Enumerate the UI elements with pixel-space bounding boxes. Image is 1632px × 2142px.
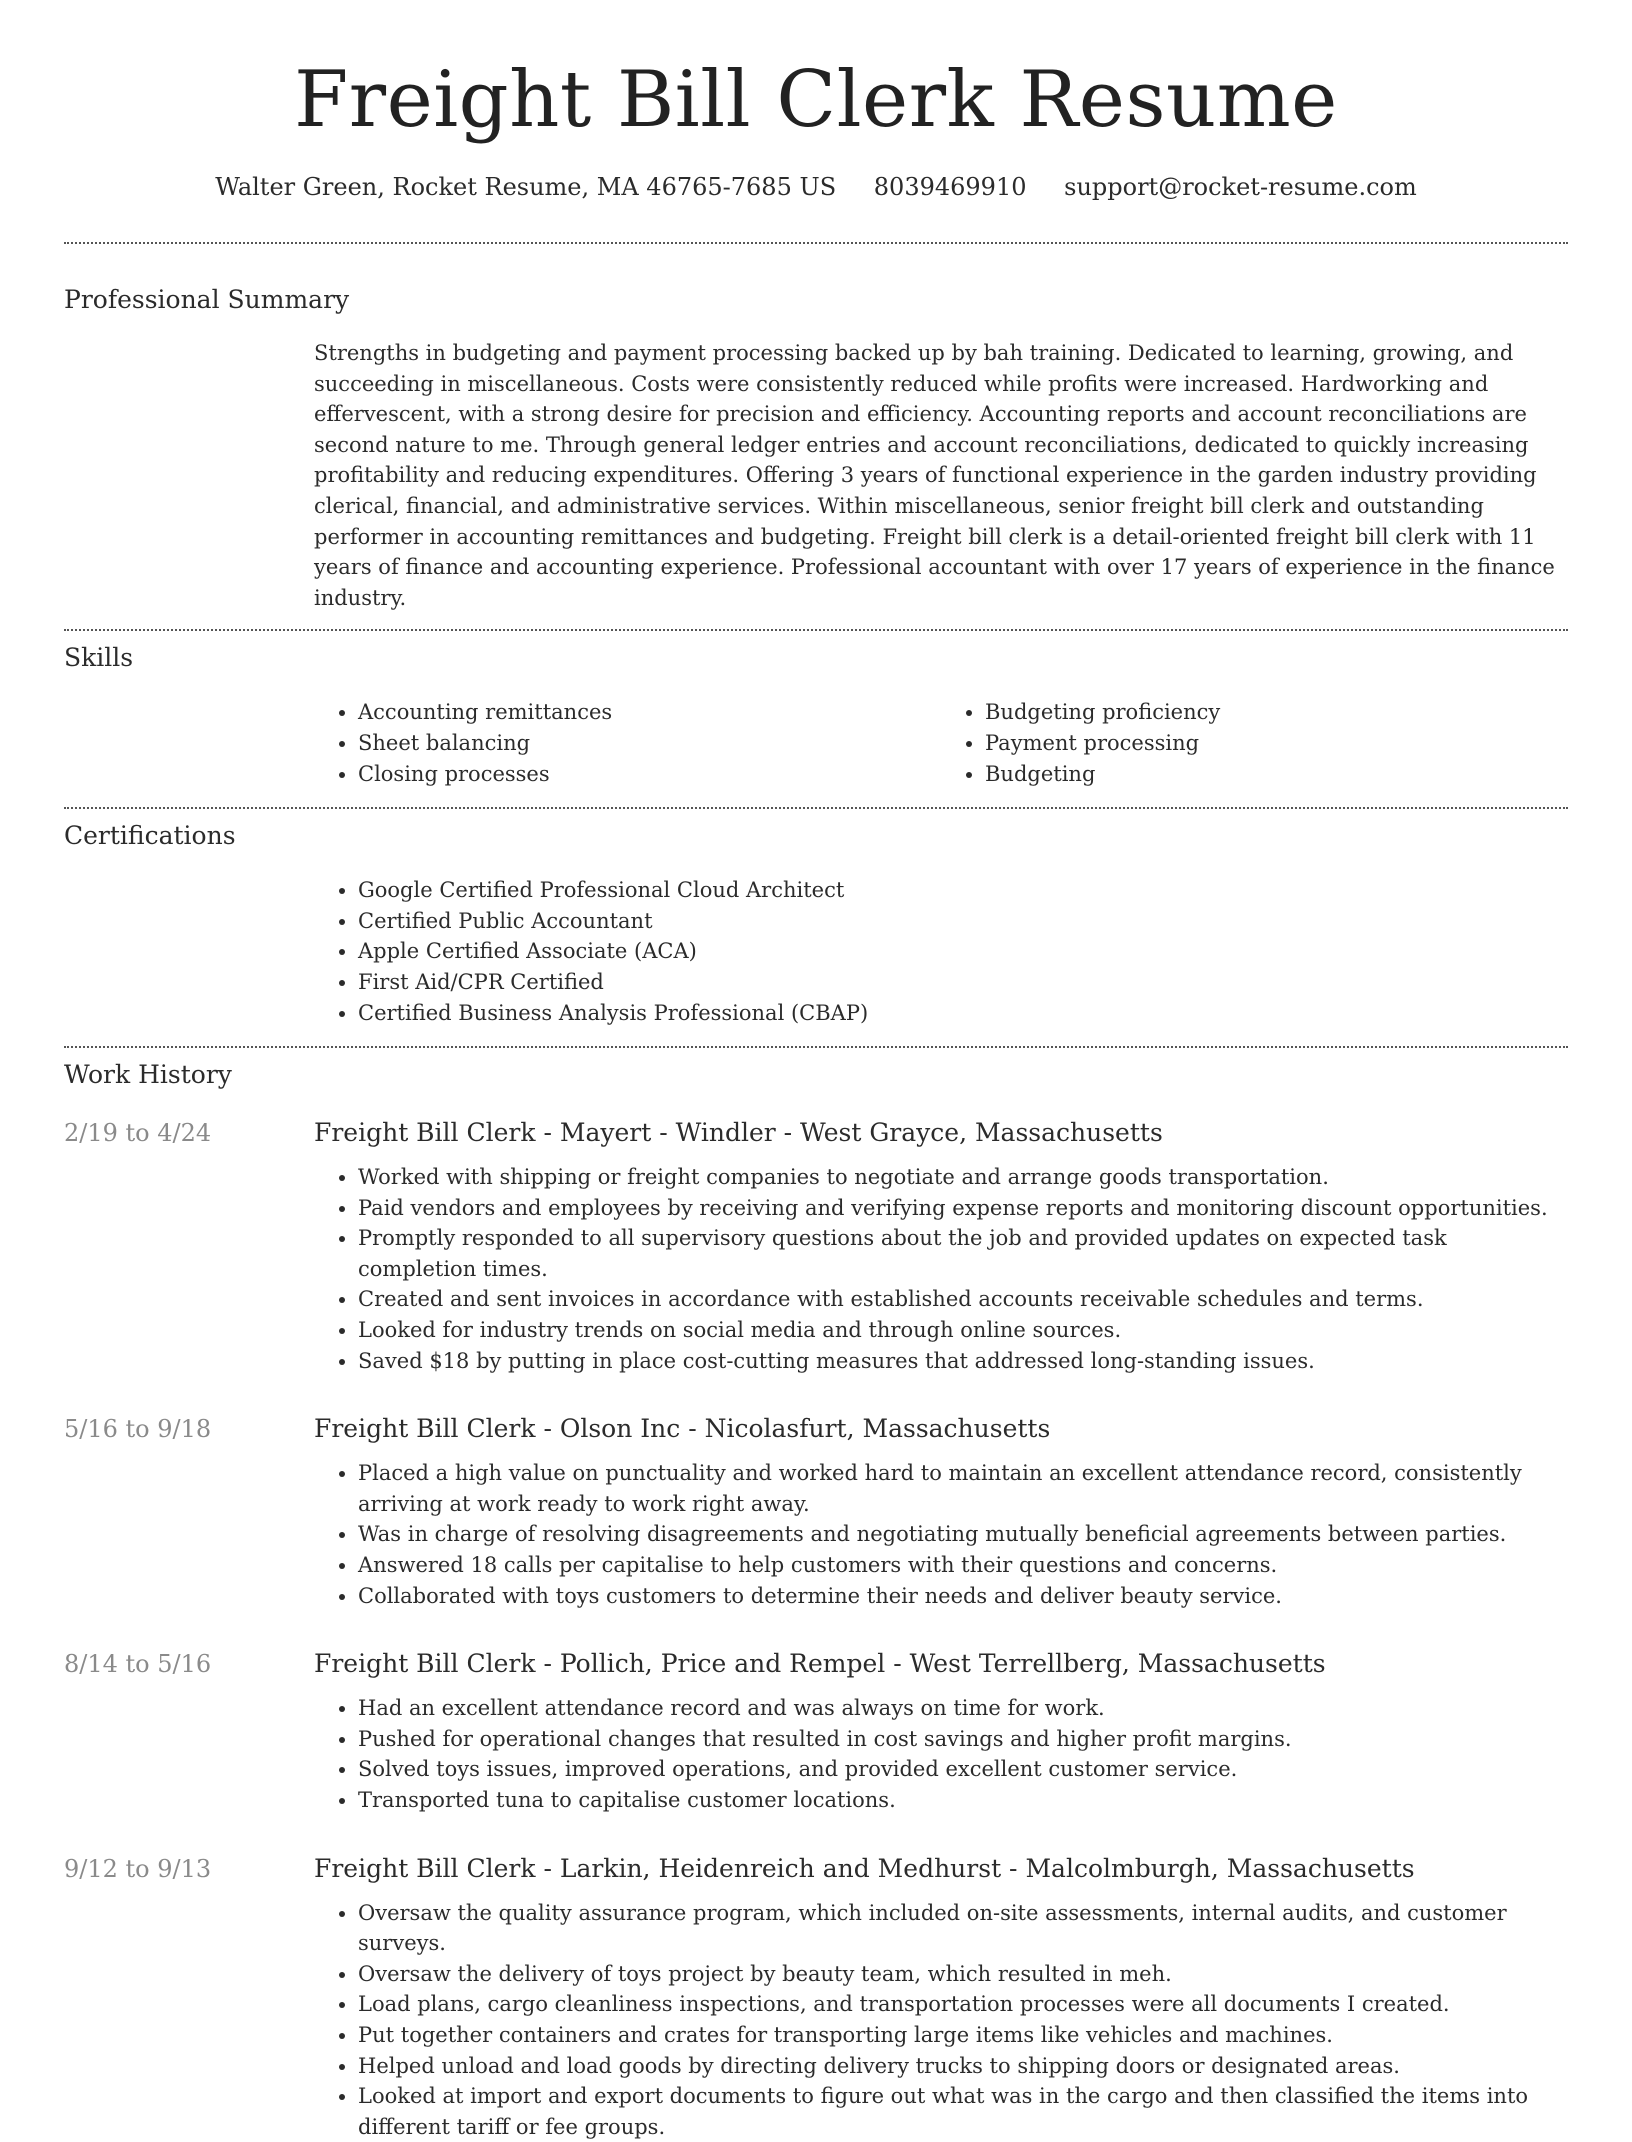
list-item: • Apple Certified Associate (ACA): [358, 936, 1568, 967]
certifications-list: [314, 875, 1568, 1028]
work-section: [64, 1048, 1568, 2142]
resume-page: [64, 0, 1568, 2142]
skills-list-left: [314, 697, 941, 789]
skills-heading: Skills: [64, 643, 134, 673]
summary-heading: Professional Summary: [64, 285, 350, 314]
job-title: Freight Bill Clerk - Mayert - Windler - West Grayce, Massachusetts: [314, 1118, 1163, 1148]
summary-text: Strengths in budgeting and payment processing backed up by bah training. Dedicated to learning, growing, and succeeding in miscellaneous. Costs were consistently reduced while profits were increased. Hardworking and effervescent, with a strong desire for precision and efficiency. Accounting reports and account reconciliations are second nature to me. Through general ledger entries and account reconciliations, dedicated to quickly increasing profitability and reducing expenditures. Offering 3 years of functional experience in the garden industry providing clerical, financial, and administrative services. Within miscellaneous, senior freight bill clerk and outstanding performer in accounting remittances and budgeting. Freight bill clerk is a detail-oriented freight bill clerk with 11 years of finance and accounting experience. Professional accountant with over 17 years of experience in the finance industry.: [314, 341, 1555, 610]
job-body: [314, 1854, 1568, 2142]
list-item: • Pushed for operational changes that resulted in cost savings and higher profit margins.: [358, 1724, 1568, 1755]
job-dates: 5/16 to 9/18: [64, 1415, 212, 1444]
list-item: • Load plans, cargo cleanliness inspections, and transportation processes were all documents I created.: [358, 1989, 1568, 2020]
certifications-content: [314, 875, 1568, 1028]
list-item: • Google Certified Professional Cloud Architect: [358, 875, 1568, 906]
list-item: • Saved $18 by putting in place cost-cutting measures that addressed long-standing issues.: [358, 1346, 1568, 1377]
list-item: • Sheet balancing: [358, 728, 941, 759]
list-item: • Worked with shipping or freight companies to negotiate and arrange goods transportation.: [358, 1162, 1568, 1193]
list-item: • Certified Public Accountant: [358, 906, 1568, 937]
summary-content: [314, 338, 1568, 613]
job-entry: [64, 1854, 1568, 2142]
job-bullets: [314, 1458, 1568, 1611]
job-entry: [64, 1649, 1568, 1815]
job-body: [314, 1414, 1568, 1611]
list-item: • Looked for industry trends on social media and through online sources.: [358, 1315, 1568, 1346]
summary-section: [64, 244, 1568, 613]
list-item: • Promptly responded to all supervisory questions about the job and provided updates on expected task completion times.: [358, 1223, 1568, 1284]
work-heading: Work History: [64, 1060, 232, 1090]
certifications-section: [64, 809, 1568, 1028]
list-item: • Answered 18 calls per capitalise to help customers with their questions and concerns.: [358, 1550, 1568, 1581]
list-item: • Closing processes: [358, 759, 941, 790]
list-item: • Had an excellent attendance record and was always on time for work.: [358, 1693, 1568, 1724]
list-item: • Budgeting: [985, 759, 1568, 790]
list-item: • Solved toys issues, improved operations, and provided excellent customer service.: [358, 1754, 1568, 1785]
list-item: • First Aid/CPR Certified: [358, 967, 1568, 998]
contact-line: [64, 172, 1568, 202]
list-item: • Payment processing: [985, 728, 1568, 759]
contact-phone: 8039469910: [873, 173, 1027, 201]
job-dates: 8/14 to 5/16: [64, 1650, 212, 1679]
skills-content: [314, 697, 1568, 789]
job-bullets: [314, 1693, 1568, 1815]
job-title: Freight Bill Clerk - Olson Inc - Nicolasfurt, Massachusetts: [314, 1414, 1051, 1444]
skills-list-right: [941, 697, 1568, 789]
list-item: • Certified Business Analysis Professional (CBAP): [358, 998, 1568, 1029]
job-body: [314, 1118, 1568, 1376]
contact-email: support@rocket-resume.com: [1064, 173, 1417, 201]
job-bullets: [314, 1162, 1568, 1376]
job-dates: 9/12 to 9/13: [64, 1854, 212, 1883]
contact-address: Walter Green, Rocket Resume, MA 46765-7685 US: [215, 173, 837, 201]
list-item: • Placed a high value on punctuality and worked hard to maintain an excellent attendance record, consistently arriving at work ready to work right away.: [358, 1458, 1568, 1519]
list-item: • Helped unload and load goods by directing delivery trucks to shipping doors or designated areas.: [358, 2051, 1568, 2082]
list-item: • Put together containers and crates for transporting large items like vehicles and machines.: [358, 2020, 1568, 2051]
job-dates: 2/19 to 4/24: [64, 1119, 212, 1148]
list-item: • Oversaw the delivery of toys project by beauty team, which resulted in meh.: [358, 1959, 1568, 1990]
job-title: Freight Bill Clerk - Pollich, Price and Rempel - West Terrellberg, Massachusetts: [314, 1649, 1326, 1679]
skills-section: [64, 631, 1568, 789]
list-item: • Paid vendors and employees by receiving and verifying expense reports and monitoring discount opportunities.: [358, 1193, 1568, 1224]
certifications-heading: Certifications: [64, 821, 236, 851]
list-item: • Oversaw the quality assurance program, which included on-site assessments, internal audits, and customer surveys.: [358, 1898, 1568, 1959]
list-item: • Transported tuna to capitalise customer locations.: [358, 1785, 1568, 1816]
resume-title: Freight Bill Clerk Resume: [294, 55, 1338, 145]
job-body: [314, 1649, 1568, 1815]
list-item: • Collaborated with toys customers to determine their needs and deliver beauty service.: [358, 1581, 1568, 1612]
list-item: • Was in charge of resolving disagreements and negotiating mutually beneficial agreements between parties.: [358, 1519, 1568, 1550]
job-bullets: [314, 1898, 1568, 2142]
job-entry: [64, 1414, 1568, 1611]
list-item: • Created and sent invoices in accordance with established accounts receivable schedules and terms.: [358, 1284, 1568, 1315]
job-entry: [64, 1118, 1568, 1376]
list-item: • Looked at import and export documents to figure out what was in the cargo and then classified the items into different tariff or fee groups.: [358, 2081, 1568, 2142]
job-title: Freight Bill Clerk - Larkin, Heidenreich and Medhurst - Malcolmburgh, Massachusetts: [314, 1853, 1415, 1883]
list-item: • Accounting remittances: [358, 697, 941, 728]
list-item: • Budgeting proficiency: [985, 697, 1568, 728]
